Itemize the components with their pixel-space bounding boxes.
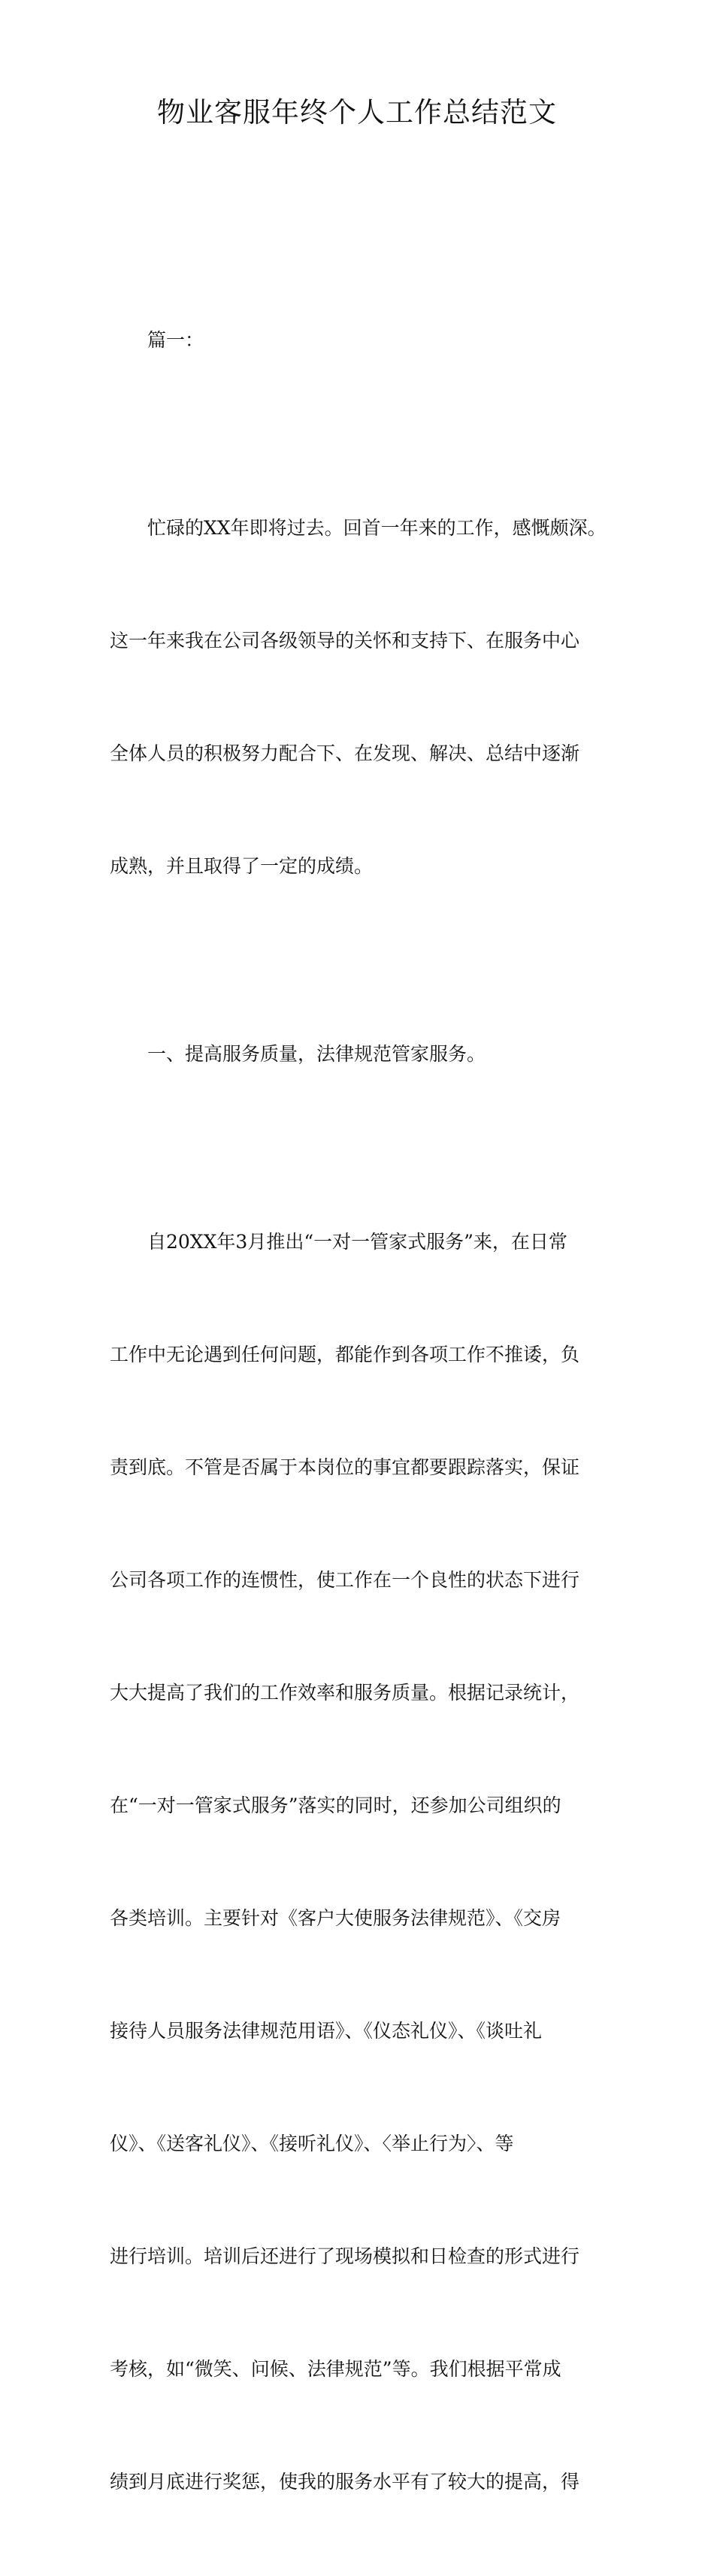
document-body (110, 246, 609, 2576)
paragraph-heading-one (110, 960, 609, 1148)
text-line: 接待人员服务法律规范用语》、《仪态礼仪》、《谈吐礼 (110, 2020, 543, 2042)
text-line: 工作中无论遇到任何问题，都能作到各项工作不推诿，负 (110, 1344, 580, 1365)
text-line: 绩到月底进行奖惩，使我的服务水平有了较大的提高，得 (110, 2471, 580, 2493)
text-line: 大大提高了我们的工作效率和服务质量。根据记录统计， (110, 1682, 580, 1704)
text-line: 篇一： (147, 329, 204, 351)
text-line: 成熟，并且取得了一定的成绩。 (110, 855, 374, 877)
document-title: 物业客服年终个人工作总结范文 (157, 96, 557, 128)
text-line: 一、提高服务质量，法律规范管家服务。 (147, 1043, 486, 1065)
text-line: 在“一对一管家式服务”落实的同时，还参加公司组织的 (110, 1794, 561, 1816)
text-line: 忙碌的XX年即将过去。回首一年来的工作，感慨颇深。 (147, 517, 607, 539)
paragraph-intro (110, 434, 609, 960)
text-line: 全体人员的积极努力配合下、在发现、解决、总结中逐渐 (110, 742, 580, 764)
text-line: 自20XX年3月推出“一对一管家式服务”来，在日常 (147, 1231, 567, 1253)
paragraph-body-one (110, 1148, 609, 2576)
text-line: 这一年来我在公司各级领导的关怀和支持下、在服务中心 (110, 630, 580, 652)
text-line: 考核，如“微笑、问候、法律规范”等。我们根据平常成 (110, 2358, 561, 2380)
text-line: 公司各项工作的连惯性，使工作在一个良性的状态下进行 (110, 1569, 580, 1591)
text-line: 仪》、《送客礼仪》、《接听礼仪》、〈举止行为〉、等 (110, 2133, 514, 2154)
paragraph-section-label (110, 246, 609, 434)
text-line: 各类培训。主要针对《客户大使服务法律规范》、《交房 (110, 1907, 561, 1929)
text-line: 责到底。不管是否属于本岗位的事宜都要跟踪落实，保证 (110, 1456, 580, 1478)
text-line: 进行培训。培训后还进行了现场模拟和日检查的形式进行 (110, 2245, 580, 2267)
